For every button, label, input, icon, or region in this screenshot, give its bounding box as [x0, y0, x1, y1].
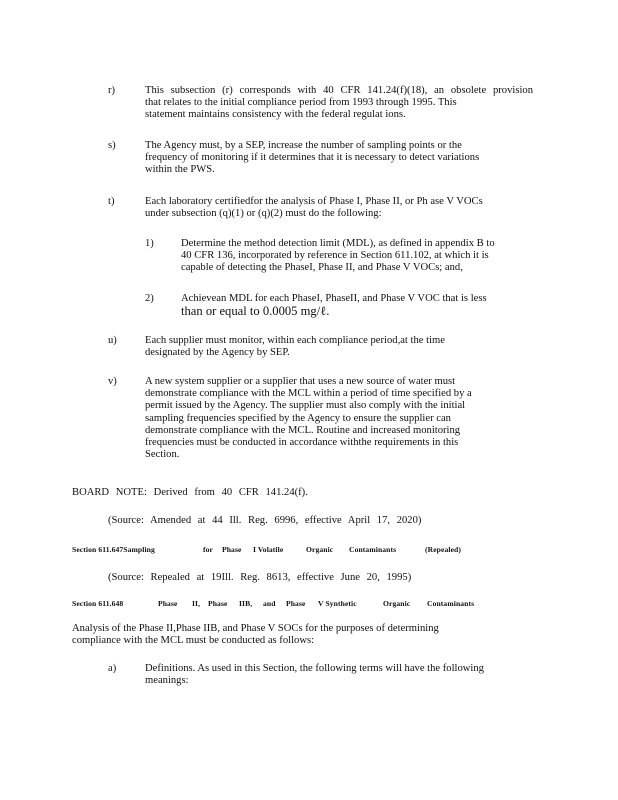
item-a-text [145, 663, 533, 687]
text-line: Each supplier must monitor, within each compliance period,at the time [145, 335, 445, 346]
text-line: Definitions. As used in this Section, the following terms will have the following [145, 663, 484, 674]
heading-word: Organic [383, 599, 411, 608]
text-line: sampling frequencies specified by the Agency to ensure the supplier can [145, 412, 451, 424]
item-s-text [145, 140, 533, 177]
heading-word: Phase [286, 599, 306, 608]
section-heading-611-647 [72, 545, 492, 557]
heading-word: Phase [158, 599, 178, 608]
item-label-s: s) [108, 140, 116, 151]
heading-word: II, [192, 599, 201, 608]
text-line: compliance with the MCL must be conducted as follows: [72, 635, 315, 647]
item-label-r: r) [108, 85, 116, 96]
item-t2-text [181, 293, 531, 317]
text-line: that relates to the initial compliance period from 1993 through 1995. This [145, 97, 457, 109]
text-line: demonstrate compliance with the MCL. Routine and increased monitoring [145, 424, 461, 436]
section-number: Section 611.648 [72, 599, 124, 608]
text-line: designated by the Agency by SEP. [145, 347, 290, 359]
text-line: A new system supplier or a supplier that uses a new source of water must [145, 376, 456, 387]
heading-word: Organic [306, 545, 334, 554]
text-line: demonstrate compliance with the MCL within a period of time specified by a [145, 388, 472, 400]
section-intro [72, 623, 482, 647]
item-label-t2: 2) [145, 293, 154, 304]
item-label-v: v) [108, 376, 117, 387]
text-line: Achievean MDL for each PhaseI, PhaseII, and Phase V VOC that is less [181, 293, 487, 304]
heading-word: Contaminants [349, 545, 397, 554]
text-line: The Agency must, by a SEP, increase the number of sampling points or the [145, 140, 462, 151]
item-r-text [145, 85, 533, 122]
board-note: BOARD NOTE: Derived from 40 CFR 141.24(f). [72, 487, 308, 498]
source-note-amended: (Source: Amended at 44 Ill. Reg. 6996, effective April 17, 2020) [108, 515, 422, 526]
heading-word: for [203, 545, 213, 554]
heading-word: V Synthetic [318, 599, 357, 608]
section-number: Section 611.647Sampling [72, 545, 155, 554]
heading-word: (Repealed) [425, 545, 462, 554]
text-line: capable of detecting the PhaseI, Phase II, and Phase V VOCs; and, [181, 262, 463, 274]
text-line: under subsection (q)(1) or (q)(2) must do the following: [145, 208, 382, 220]
item-t-text [145, 196, 533, 220]
item-label-t: t) [108, 196, 115, 207]
heading-word: IIB, [239, 599, 253, 608]
text-line: This subsection (r) corresponds with 40 CFR 141.24(f)(18), an obsolete provision [145, 85, 533, 96]
heading-word: Phase [222, 545, 242, 554]
text-line: within the PWS. [145, 164, 215, 176]
text-line: Section. [145, 449, 180, 461]
heading-word: Contaminants [427, 599, 475, 608]
heading-word: I Volatile [253, 545, 284, 554]
source-note-repealed: (Source: Repealed at 19Ill. Reg. 8613, effective June 20, 1995) [108, 572, 412, 583]
text-line: Analysis of the Phase II,Phase IIB, and Phase V SOCs for the purposes of determining [72, 623, 439, 634]
item-label-a: a) [108, 663, 117, 674]
item-u-text [145, 335, 533, 359]
heading-word: and [263, 599, 276, 608]
text-line-large: than or equal to 0.0005 mg/ℓ. [181, 304, 330, 319]
text-line: permit issued by the Agency. The supplier must also comply with the initial [145, 400, 466, 412]
item-label-t1: 1) [145, 238, 154, 249]
text-line: Determine the method detection limit (MDL), as defined in appendix B to [181, 238, 495, 249]
text-line: meanings: [145, 675, 189, 687]
text-line: 40 CFR 136, incorporated by reference in Section 611.102, at which it is [181, 250, 489, 262]
text-line: statement maintains consistency with the federal regulat ions. [145, 109, 406, 121]
text-line: Each laboratory certifiedfor the analysis of Phase I, Phase II, or Ph ase V VOCs [145, 196, 483, 207]
text-line: frequency of monitoring if it determines that it is necessary to detect variations [145, 152, 480, 164]
item-label-u: u) [108, 335, 117, 346]
item-t1-text [181, 238, 537, 275]
heading-word: Phase [208, 599, 228, 608]
section-heading-611-648 [72, 599, 492, 611]
item-v-text [145, 376, 533, 461]
text-line: frequencies must be conducted in accordance withthe requirements in this [145, 437, 459, 449]
